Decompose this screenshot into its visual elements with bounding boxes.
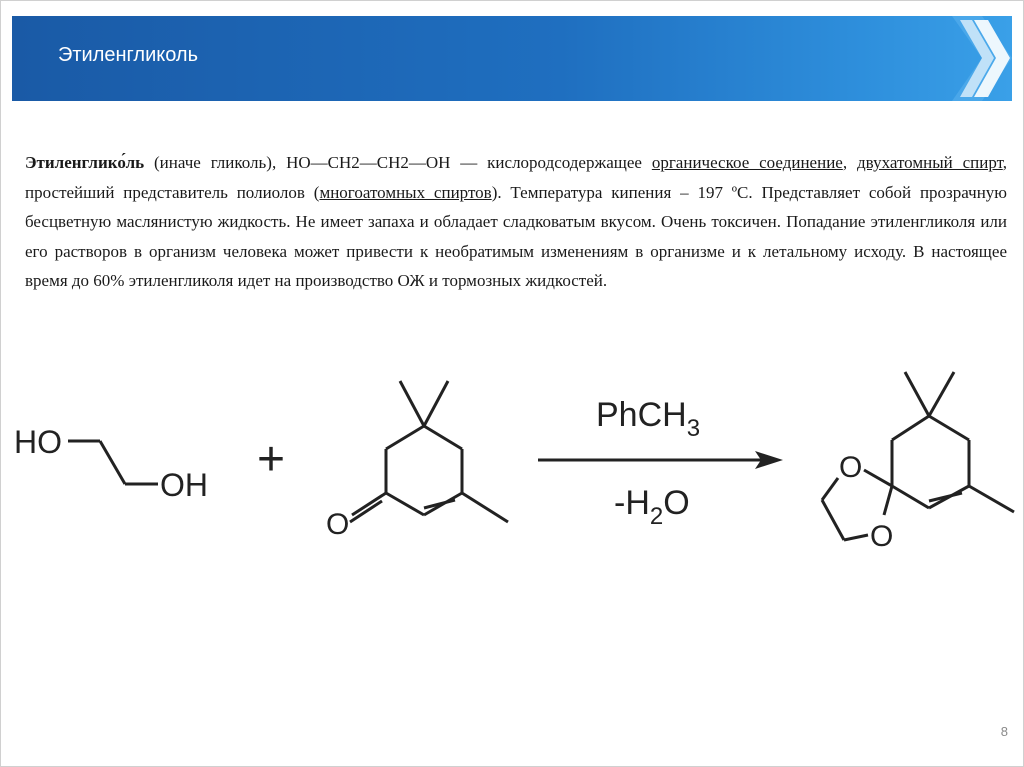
header-bar — [12, 16, 1012, 101]
link-organic-compound[interactable]: органическое соединение — [651, 153, 843, 172]
ho-label: HO — [14, 424, 62, 460]
plus-sign: + — [257, 433, 286, 486]
reaction-scheme — [0, 360, 1024, 580]
chevron-decoration-icon — [882, 16, 1012, 101]
text-part-4: ). Температура кипения – 197 ºC. Представляет собой прозрачную бесцветную маслянистую жидкость. Не имеет запаха и обладает сладковатым вкусом. Очень токсичен. Попадание этиленгликоля или его растворов в организм человека может привести к необратимым изменениям в организме и к летальному исходу. В настоящее время до 60% этиленгликоля идет на производство ОЖ и тормозных жидкостей. — [25, 182, 1007, 290]
ketone-o-label: O — [326, 508, 350, 541]
link-polyols[interactable]: многоатомных спиртов — [319, 182, 492, 202]
byproduct-label: $-H_2O$ — [614, 484, 690, 530]
isophorone-structure — [350, 381, 508, 522]
product-o-top-label: O — [839, 451, 863, 484]
reagent-label: PhCH$_3$ — [596, 396, 701, 442]
product-o-bottom-label: O — [870, 520, 894, 553]
description-paragraph — [25, 148, 1007, 296]
page-number: 8 — [1000, 724, 1008, 739]
text-part-1: (иначе гликоль), HO—CH2—CH2—OH — кислородсодержащее — [144, 153, 652, 172]
text-part-3: , простейший представитель полиолов ( — [25, 153, 1008, 202]
term-bold: Этиленглико́ль — [25, 153, 145, 172]
oh-label: OH — [160, 467, 208, 503]
slide-title: Этиленгликоль — [58, 44, 198, 66]
ethylene-glycol-structure — [68, 441, 158, 484]
text-part-2: , — [842, 153, 857, 172]
link-diol[interactable]: двухатомный спирт — [856, 153, 1003, 172]
